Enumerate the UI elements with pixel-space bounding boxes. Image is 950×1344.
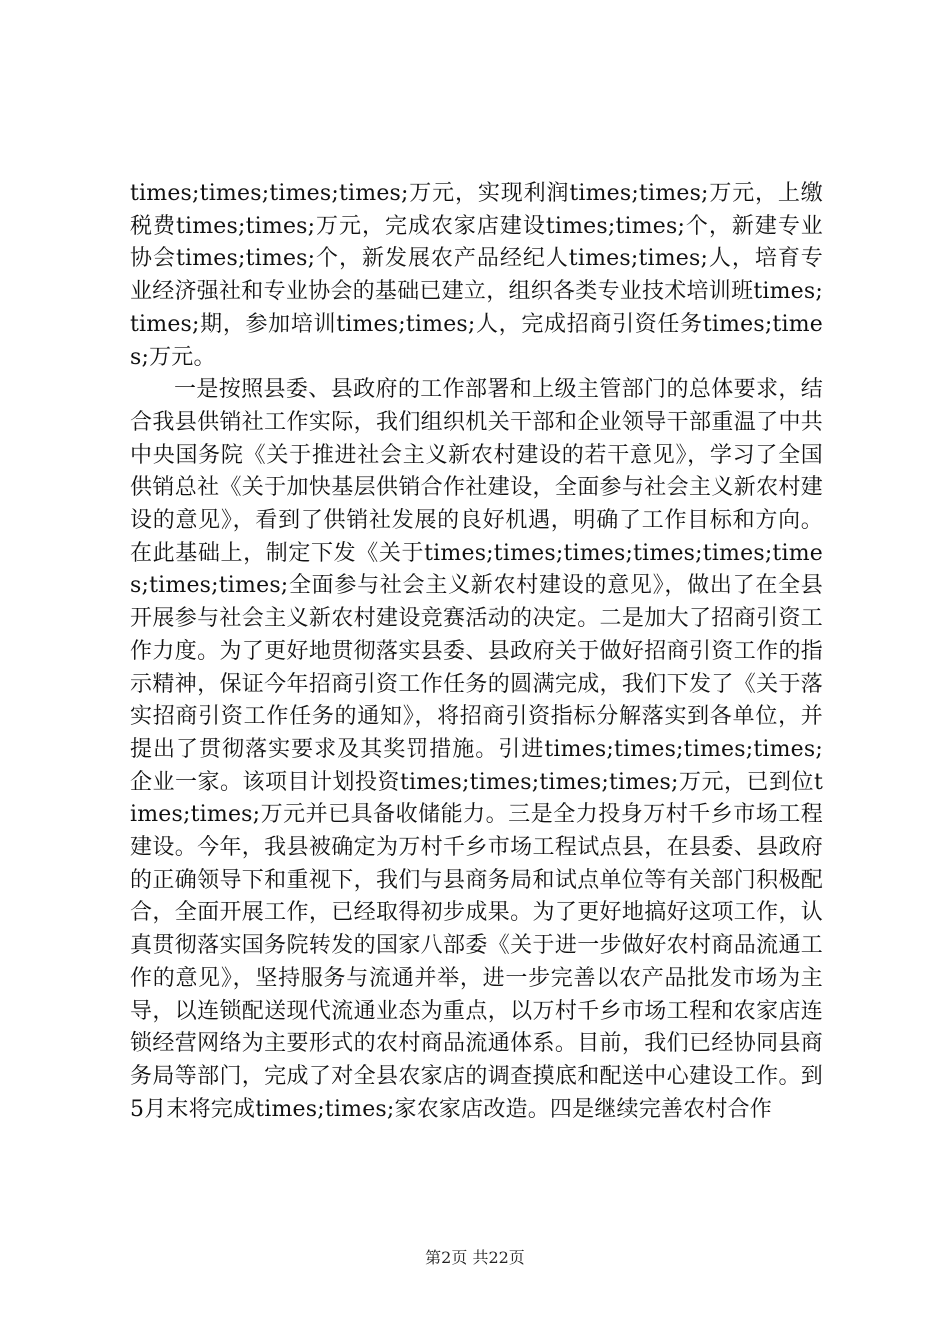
page-footer xyxy=(0,1245,950,1268)
paragraph-main: 一是按照县委、县政府的工作部署和上级主管部门的总体要求，结合我县供销社工作实际，我们组织机关干部和企业领导干部重温了中共中央国务院《关于推进社会主义新农村建设的若干意见》，学习了全国供销总社《关于加快基层供销合作社建设，全面参与社会主义新农村建设的意见》，看到了供销社发展的良好机遇，明确了工作目标和方向。在此基础上，制定下发《关于times;times;times;times;times;times;times;times;全面参与社会主义新农村建设的意见》，做出了在全县开展参与社会主义新农村建设竞赛活动的决定。二是加大了招商引资工作力度。为了更好地贯彻落实县委、县政府关于做好招商引资工作的指示精神，保证今年招商引资工作任务的圆满完成，我们下发了《关于落实招商引资工作任务的通知》，将招商引资指标分解落实到各单位，并提出了贯彻落实要求及其奖罚措施。引进times;times;times;times;企业一家。该项目计划投资times;times;times;times;万元，已到位times;times;万元并已具备收储能力。三是全力投身万村千乡市场工程建设。今年，我县被确定为万村千乡市场工程试点县，在县委、县政府的正确领导下和重视下，我们与县商务局和试点单位等有关部门积极配合，全面开展工作，已经取得初步成果。为了更好地搞好这项工作，认真贯彻落实国务院转发的国家八部委《关于进一步做好农村商品流通工作的意见》，坚持服务与流通并举，进一步完善以农产品批发市场为主导，以连锁配送现代流通业态为重点，以万村千乡市场工程和农家店连锁经营网络为主要形式的农村商品流通体系。目前，我们已经协同县商务局等部门，完成了对全县农家店的调查摸底和配送中心建设工作。到5月末将完成times;times;家农家店改造。四是继续完善农村合作 xyxy=(130,377,823,1122)
page-number: 第2页 共22页 xyxy=(425,1248,525,1267)
document-body xyxy=(130,178,823,1126)
paragraph-summary: times;times;times;times;万元，实现利润times;times;万元，上缴税费times;times;万元，完成农家店建设times;times;个，新建专业协会times;times;个，新发展农产品经纪人times;times;人，培育专业经济强社和专业协会的基础已建立，组织各类专业技术培训班times;times;期，参加培训times;times;人，完成招商引资任务times;times;万元。 xyxy=(130,181,823,370)
